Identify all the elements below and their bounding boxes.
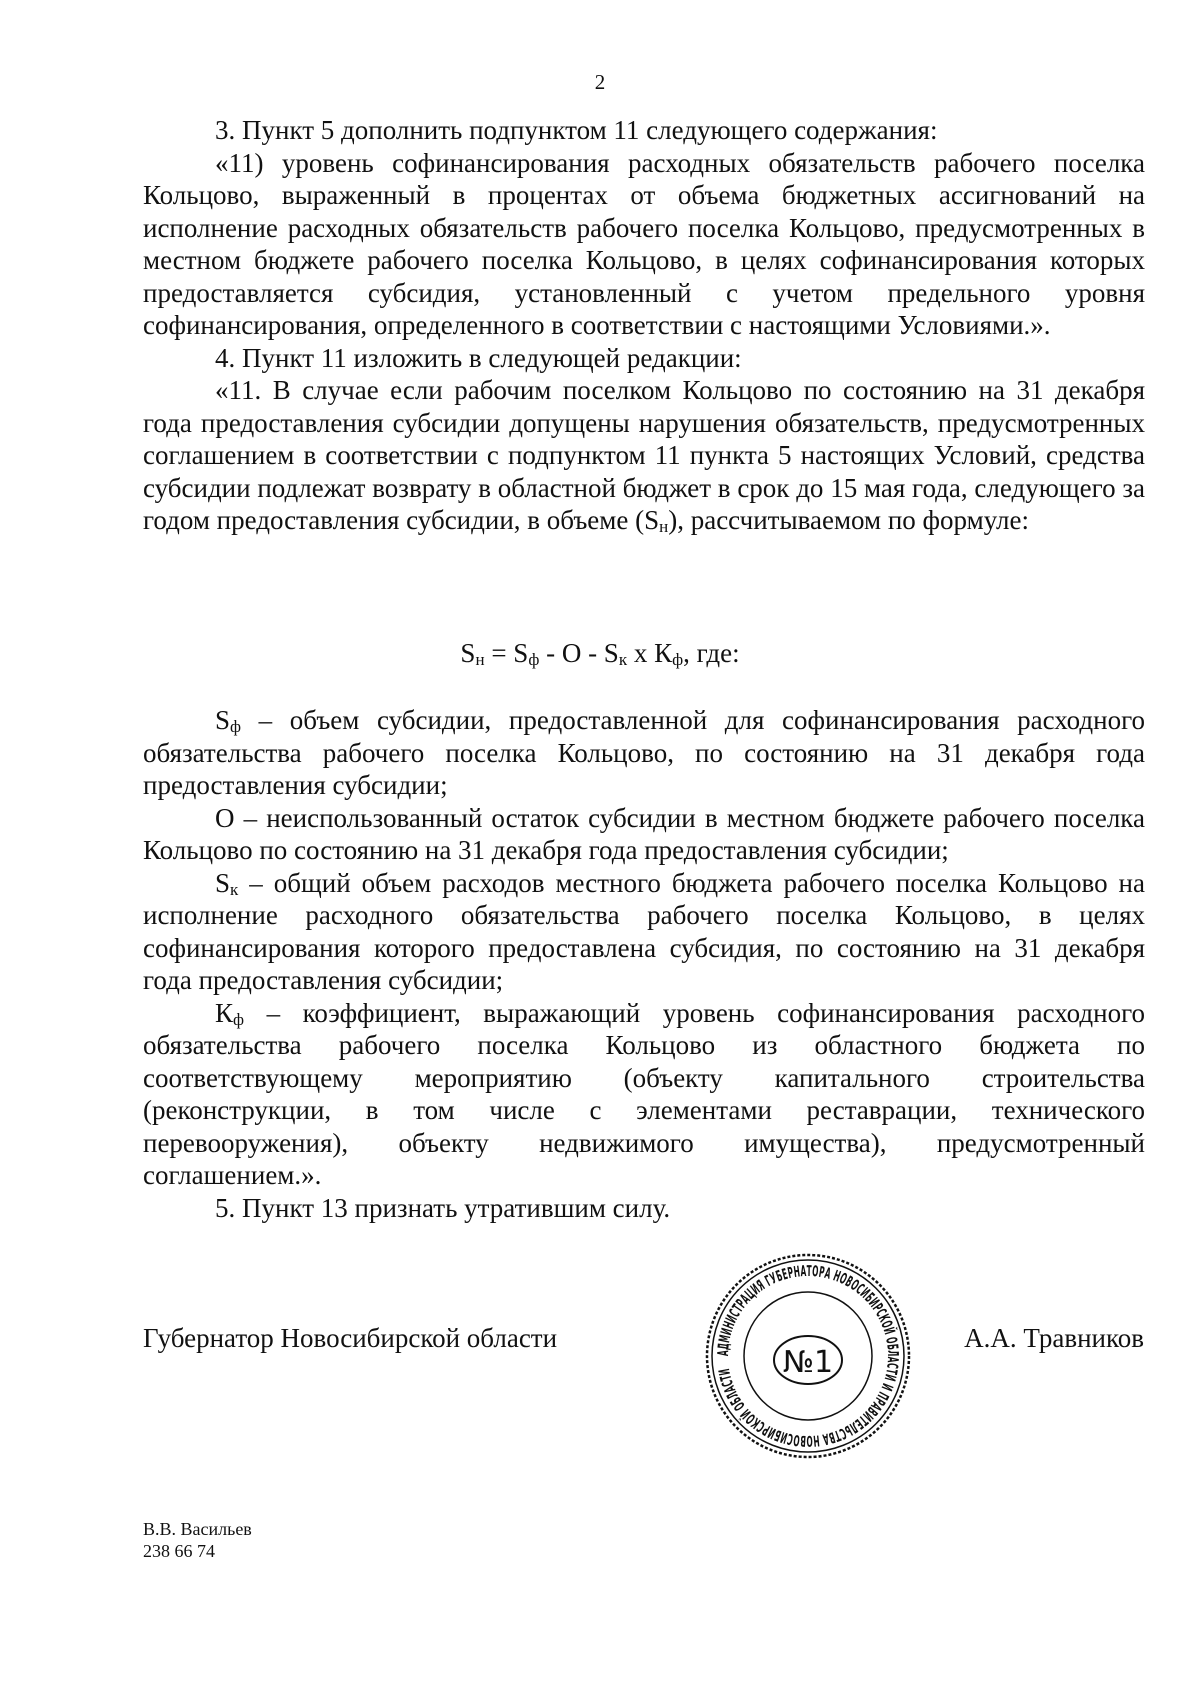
definition-text: – коэффициент, выражающий уровень софинансирования расходного обязательства рабочего поселка Кольцово из областного бюджета по соответствующему мероприятию (объекту капитального строительства (реконструкции, в том числе с элементами реставрации, технического перевооружения), объекту недвижимого имущества), предусмотренный соглашением.».	[143, 997, 1145, 1190]
clause-text: «11. В случае если рабочим поселком Кольцово по состоянию на 31 декабря года предоставления субсидии допущены нарушения обязательств, предусмотренных соглашением в соответствии с подпунктом 11 пункта 5 настоящих Условий, средства субсидии подлежат возврату в областной бюджет в срок до 15 мая года, следующего за годом предоставления субсидии, в объеме (S	[143, 375, 1145, 535]
subscript: н	[659, 517, 669, 536]
definition-o: О – неиспользованный остаток субсидии в местном бюджете рабочего поселка Кольцово по состоянию на 31 декабря года предоставления субсидии;	[143, 802, 1145, 865]
definition-kf	[143, 997, 1145, 1192]
signatory-name: А.А. Травников	[964, 1323, 1144, 1353]
paragraph-item-4: 4. Пункт 11 изложить в следующей редакции:	[215, 342, 742, 373]
paragraph-item-5: 5. Пункт 13 признать утратившим силу.	[215, 1192, 671, 1223]
formula-part: , где:	[683, 638, 740, 668]
definition-sk	[143, 867, 1145, 997]
refund-formula	[0, 637, 1200, 669]
formula-part: - О - S	[539, 638, 619, 668]
definition-sf	[143, 704, 1145, 802]
seal-number: №1	[782, 1345, 834, 1380]
paragraph-subitem-11: «11) уровень софинансирования расходных обязательств рабочего поселка Кольцово, выраженный в процентах от объема бюджетных ассигнований на исполнение расходных обязательств рабочего поселка Кольцово, предусмотренных в местном бюджете рабочего поселка Кольцово, в целях софинансирования которых предоставляется субсидия, установленный с учетом предельного уровня софинансирования, определенного в соответствии с настоящими Условиями.».	[143, 147, 1145, 340]
formula-part: S	[460, 638, 476, 668]
seal-outer-text: АДМИНИСТРАЦИЯ ГУБЕРНАТОРА НОВОСИБИРСКОЙ ОБЛАСТИ И ПРАВИТЕЛЬСТВА НОВОСИБИРСКОЙ ОБЛАСТИ	[713, 1261, 903, 1451]
formula-subscript: н	[475, 650, 485, 669]
formula-part: = S	[484, 638, 529, 668]
formula-subscript: ф	[672, 650, 684, 669]
formula-part: х К	[627, 638, 673, 668]
formula-definitions	[143, 704, 1145, 1224]
document-body	[143, 114, 1145, 537]
signatory-title: Губернатор Новосибирской области	[143, 1323, 558, 1353]
executor-phone: 238 66 74	[143, 1541, 215, 1561]
definition-symbol: S	[215, 867, 231, 898]
paragraph-clause-11	[143, 374, 1145, 537]
definition-subscript: ф	[230, 717, 242, 736]
definition-symbol: S	[215, 705, 231, 735]
formula-subscript: ф	[528, 650, 540, 669]
executor-info	[143, 1518, 252, 1562]
definition-subscript: ф	[233, 1009, 245, 1029]
official-seal	[704, 1252, 912, 1460]
definition-text: – общий объем расходов местного бюджета рабочего поселка Кольцово на исполнение расходного обязательства рабочего поселка Кольцово, в целях софинансирования которого предоставлена субсидия, по состоянию на 31 декабря года предоставления субсидии;	[143, 867, 1145, 995]
page-number: 2	[594, 70, 606, 94]
definition-symbol: К	[215, 997, 234, 1028]
definition-subscript: к	[230, 879, 239, 899]
definition-text: – объем субсидии, предоставленной для софинансирования расходного обязательства рабочего поселка Кольцово, по состоянию на 31 декабря года предоставления субсидии;	[143, 705, 1145, 800]
clause-text-end: ), рассчитываемом по формуле:	[668, 505, 1030, 535]
formula-subscript: к	[618, 650, 628, 669]
executor-name: В.В. Васильев	[143, 1519, 252, 1539]
paragraph-item-3: 3. Пункт 5 дополнить подпунктом 11 следующего содержания:	[215, 115, 938, 145]
